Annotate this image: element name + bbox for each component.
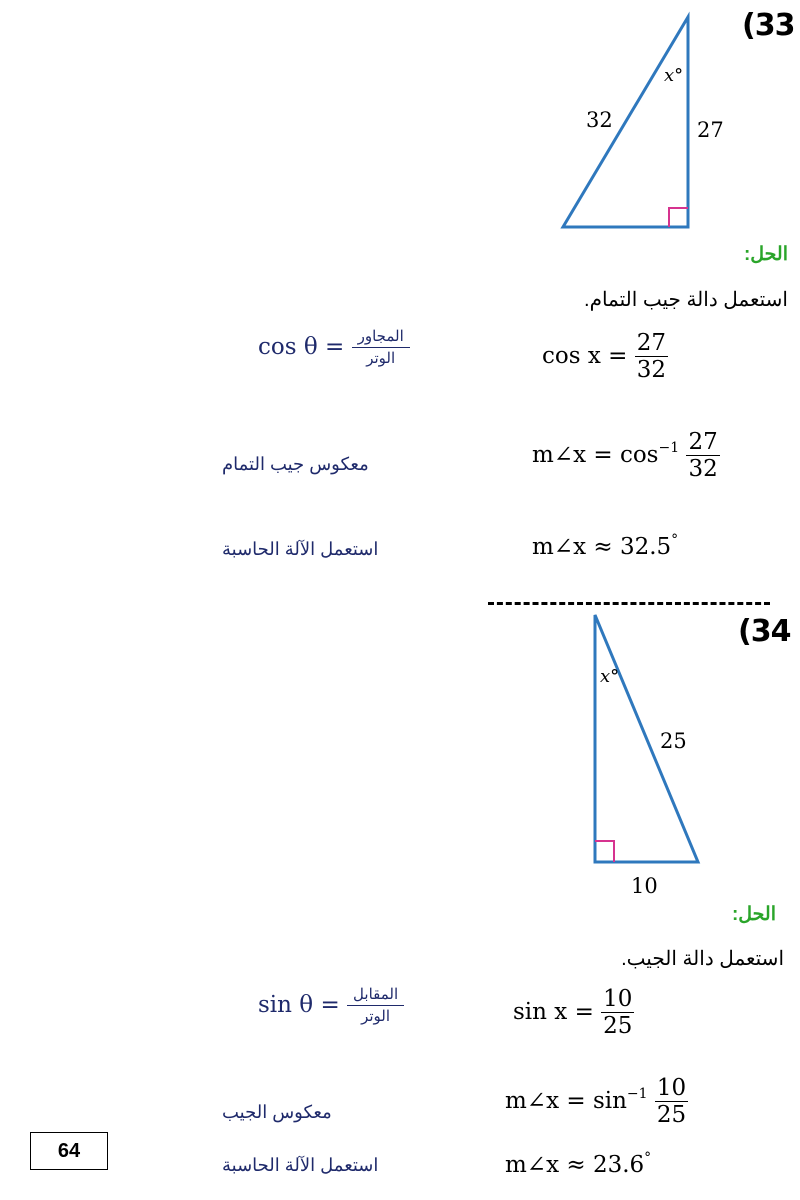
right-angle-mark-33: [669, 208, 688, 227]
rule-33: [258, 326, 410, 370]
solution-label-34: الحل:: [731, 904, 776, 925]
step1-lhs-34: sin x =: [513, 998, 594, 1025]
angle-label-33: x°: [664, 65, 684, 86]
step1-lhs-33: cos x =: [542, 342, 628, 369]
angle-label-34: x°: [600, 666, 620, 687]
rule-fn-34: sin θ =: [258, 991, 340, 1018]
triangle-figure-34: [0, 600, 800, 910]
equation-34-step1: [513, 986, 634, 1040]
leg-label-33: 27: [697, 118, 724, 142]
hypotenuse-label-33: 32: [586, 108, 613, 132]
step2-lhs-33: m∠x = cos: [532, 441, 659, 468]
rule-numerator-34: المقابل: [347, 984, 404, 1006]
equation-33-step3: [532, 534, 678, 560]
equation-34-step2: [505, 1075, 688, 1129]
step3-sup-33: °: [671, 532, 679, 548]
step1-num-33: 27: [636, 330, 666, 356]
rule-34: [258, 984, 404, 1028]
solution-label-33: الحل:: [743, 244, 788, 265]
step1-den-34: 25: [603, 1013, 633, 1040]
step2-lhs-34: m∠x = sin: [505, 1087, 627, 1114]
rule-fn-33: cos θ =: [258, 333, 345, 360]
rule-denominator-34: الوتر: [361, 1008, 391, 1026]
note-calculator-34: استعمل الآلة الحاسبة: [222, 1155, 379, 1175]
step1-num-34: 10: [603, 986, 633, 1012]
triangle-figure-33: [0, 0, 800, 240]
instruction-33: استعمل دالة جيب التمام.: [584, 289, 788, 311]
equation-34-step3: [505, 1152, 651, 1178]
equation-33-step2: [532, 429, 720, 483]
hypotenuse-label-34: 25: [660, 729, 687, 753]
right-angle-mark-34: [595, 841, 614, 862]
note-inverse-cos: معكوس جيب التمام: [222, 454, 369, 474]
step2-den-34: 25: [656, 1102, 687, 1129]
page-number-box: 64: [30, 1132, 108, 1170]
problem-34-number: (34: [738, 614, 791, 649]
rule-denominator-33: الوتر: [366, 350, 396, 368]
rule-numerator-33: المجاور: [352, 326, 410, 348]
step1-den-33: 32: [636, 357, 666, 384]
step3-expr-34: m∠x ≈ 23.6: [505, 1152, 645, 1178]
instruction-34: استعمل دالة الجيب.: [621, 948, 784, 970]
problem-33-number: (33: [742, 8, 795, 43]
leg-label-34: 10: [631, 874, 658, 898]
note-inverse-sin: معكوس الجيب: [222, 1102, 332, 1122]
note-calculator-33: استعمل الآلة الحاسبة: [222, 539, 379, 559]
equation-33-step1: [542, 330, 668, 384]
step2-sup-34: −1: [626, 1085, 648, 1102]
step2-num-33: 27: [688, 429, 718, 455]
step2-num-34: 10: [656, 1075, 687, 1101]
triangle-33: [563, 17, 688, 227]
step2-den-33: 32: [688, 456, 718, 483]
step2-sup-33: −1: [658, 439, 680, 456]
step3-sup-34: °: [644, 1150, 652, 1166]
step3-expr-33: m∠x ≈ 32.5: [532, 534, 672, 560]
